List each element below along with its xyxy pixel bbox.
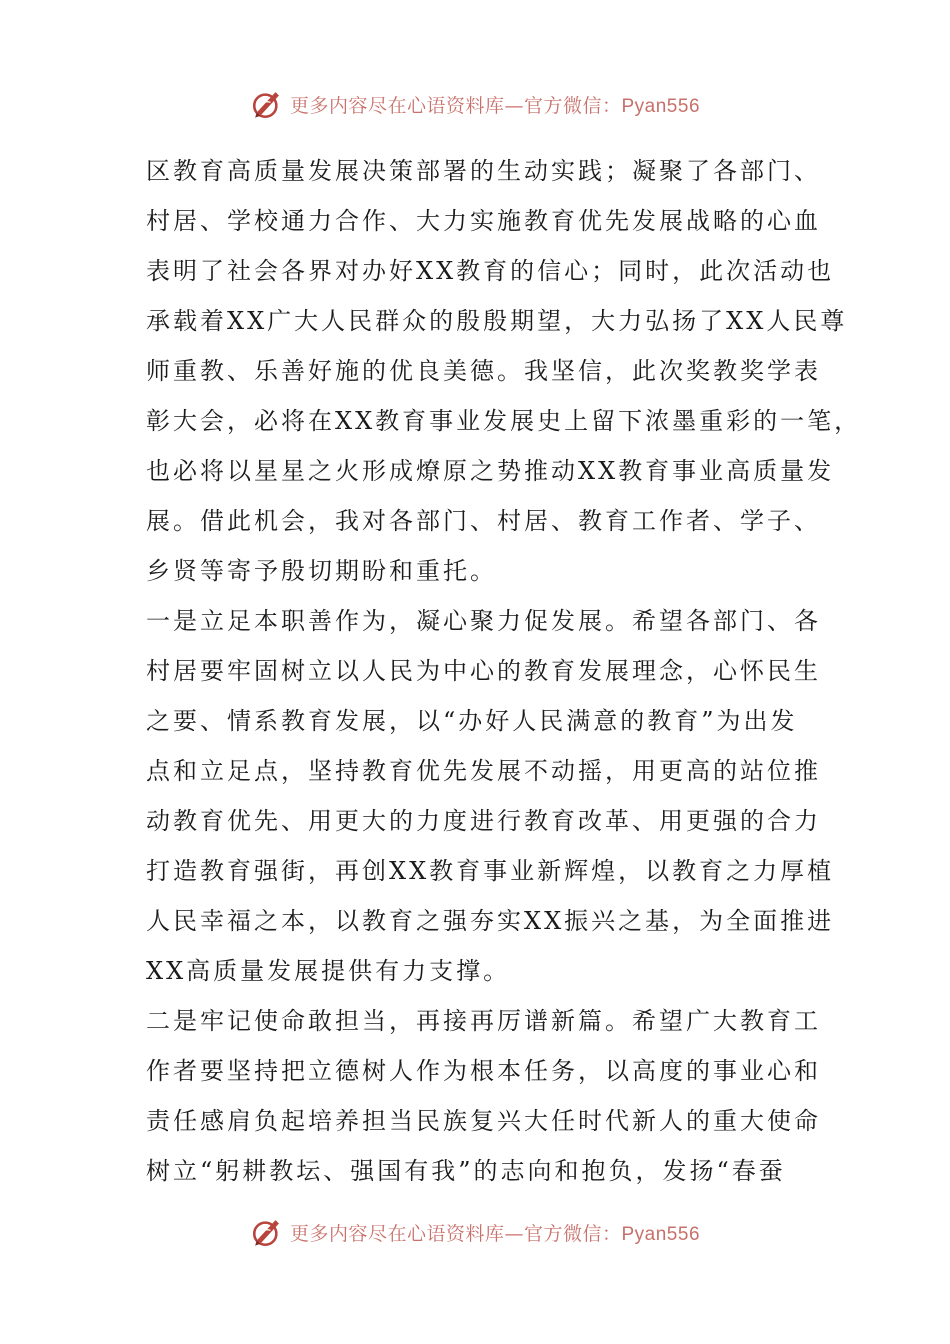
pen-logo-icon xyxy=(250,1215,284,1249)
document-body xyxy=(146,146,862,1196)
footer-dash: — xyxy=(504,1222,524,1245)
footer-wechat-id: Pyan556 xyxy=(621,1223,701,1245)
header-banner xyxy=(0,84,950,124)
body-line: 点和立足点，坚持教育优先发展不动摇，用更高的站位推 xyxy=(146,757,821,785)
body-line: 二是牢记使命敢担当，再接再厉谱新篇。希望广大教育工 xyxy=(146,1007,821,1035)
header-dash: — xyxy=(504,94,524,117)
body-line: 打造教育强街，再创XX教育事业新辉煌，以教育之力厚植 xyxy=(146,857,835,885)
header-wechat-id: Pyan556 xyxy=(621,95,701,117)
body-line: 动教育优先、用更大的力度进行教育改革、用更强的合力 xyxy=(146,807,821,835)
body-line: 人民幸福之本，以教育之强夯实XX振兴之基，为全面推进 xyxy=(146,907,835,935)
body-line: 村居、学校通力合作、大力实施教育优先发展战略的心血 xyxy=(146,207,821,235)
body-line: 彰大会，必将在XX教育事业发展史上留下浓墨重彩的一笔， xyxy=(146,407,862,435)
body-line: 作者要坚持把立德树人作为根本任务，以高度的事业心和 xyxy=(146,1057,821,1085)
body-line: 树立“躬耕教坛、强国有我”的志向和抱负，发扬“春蚕 xyxy=(146,1157,786,1185)
footer-wechat-label: 官方微信： xyxy=(523,1222,622,1245)
pen-logo-icon xyxy=(250,87,284,121)
body-line: 表明了社会各界对办好XX教育的信心；同时，此次活动也 xyxy=(146,257,835,285)
body-line: 区教育高质量发展决策部署的生动实践；凝聚了各部门、 xyxy=(146,157,821,185)
body-line: 乡贤等寄予殷切期盼和重托。 xyxy=(146,557,497,585)
body-line: 承载着XX广大人民群众的殷殷期望，大力弘扬了XX人民尊 xyxy=(146,307,848,335)
body-line: 村居要牢固树立以人民为中心的教育发展理念，心怀民生 xyxy=(146,657,821,685)
header-wechat-label: 官方微信： xyxy=(523,94,622,117)
footer-banner xyxy=(0,1212,950,1252)
body-line: 一是立足本职善作为，凝心聚力促发展。希望各部门、各 xyxy=(146,607,821,635)
body-line: 也必将以星星之火形成燎原之势推动XX教育事业高质量发 xyxy=(146,457,835,485)
body-line: XX高质量发展提供有力支撑。 xyxy=(146,957,511,985)
header-text xyxy=(290,91,700,118)
footer-text xyxy=(290,1219,700,1246)
body-line: 师重教、乐善好施的优良美德。我坚信，此次奖教奖学表 xyxy=(146,357,821,385)
header-brand-text: 更多内容尽在心语资料库 xyxy=(289,94,505,117)
body-line: 责任感肩负起培养担当民族复兴大任时代新人的重大使命 xyxy=(146,1107,821,1135)
body-line: 之要、情系教育发展，以“办好人民满意的教育”为出发 xyxy=(146,707,798,735)
body-line: 展。借此机会，我对各部门、村居、教育工作者、学子、 xyxy=(146,507,821,535)
footer-brand-text: 更多内容尽在心语资料库 xyxy=(289,1222,505,1245)
